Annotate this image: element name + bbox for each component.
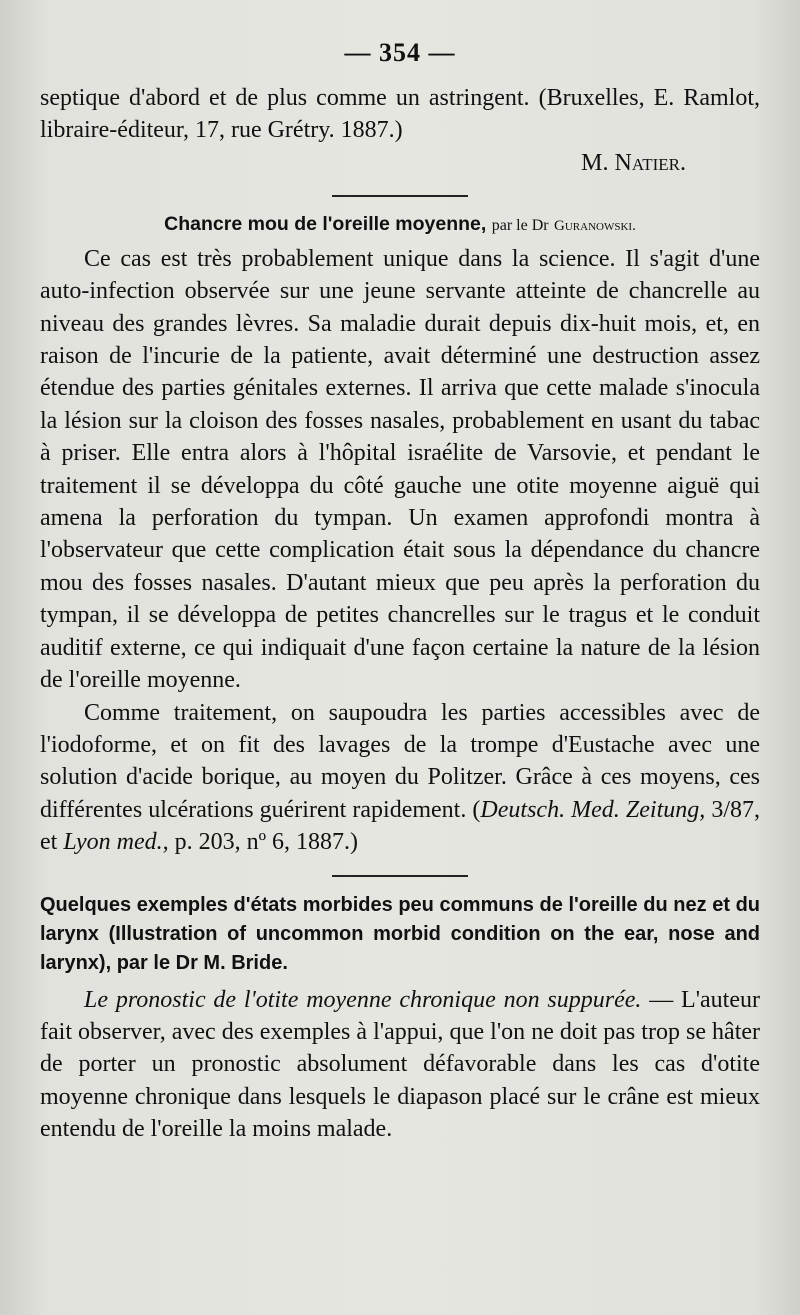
article-2-paragraph-1 xyxy=(40,984,760,1146)
article-1-paragraph-1: Ce cas est très probablement unique dans la science. Il s'agit d'une auto-infection observée sur une jeune servante atteinte de chancrelle au niveau des grandes lèvres. Sa maladie durait depuis dix-huit mois, et, en raison de l'incurie de la patiente, avait déterminé une destruction assez étendue des parties génitales externes. Il arriva que cette malade s'inocula la lésion sur la cloison des fosses nasales, probablement en usant du tabac à priser. Elle entra alors à l'hôpital israélite de Varsovie, et pendant le traitement il se développa du côté gauche une otite moyenne aiguë qui amena la perforation du tympan. Un examen approfondi montra à l'observateur que cette complication était sous la dépendance du chancre mou des fosses nasales. D'autant mieux que peu après la perforation du tympan, il se développa de petites chancrelles sur le tragus et le conduit auditif externe, ce qui indiquait d'une façon certaine la nature de la lésion de l'oreille moyenne. xyxy=(40,245,760,694)
article-1-paragraph-2 xyxy=(40,697,760,859)
citation-lyon-med: Lyon med., xyxy=(63,829,169,856)
article-1-p2-text: Comme traitement, on saupoudra les parties accessibles avec de l'iodoforme, et on fit des lavages de la trompe d'Eustache avec une solution d'acide borique, au moyen du Politzer. Grâce à ces moyens, ces différentes ulcérations guérirent rapidement. ( xyxy=(40,699,760,823)
article-title-2-text: Quelques exemples d'états morbides peu communs de l'oreille du nez et du larynx xyxy=(40,893,760,945)
article-title-1-by: par le Dr xyxy=(491,216,549,234)
article-title-1-author: Guranowski. xyxy=(554,217,636,234)
article-title-2-by: par le Dr M. xyxy=(116,951,226,974)
article-1-p2-mid: 3/87, et xyxy=(40,796,760,856)
article-title-2-author: Bride. xyxy=(231,951,288,974)
signature: M. Natier. xyxy=(581,149,686,176)
article-2-lead: Le pronostic de l'otite moyenne chronique non suppurée. xyxy=(84,986,642,1013)
article-2-p1-text: — L'auteur fait observer, avec des exemples à l'appui, que l'on ne doit pas trop se hâter de porter un pronostic absolument défavorable dans les cas d'otite moyenne chronique dans lesquels le diapason placé sur le crâne est mieux entendu de l'oreille la moins malade. xyxy=(40,986,760,1143)
article-title-2-english: (Illustration of uncommon morbid condition on the ear, nose and larynx), xyxy=(40,922,761,974)
article-title-1-text: Chancre mou de l'oreille moyenne, xyxy=(164,212,487,235)
previous-article-ending: septique d'abord et de plus comme un astringent. (Bruxelles, E. Ramlot, libraire-éditeur, 17, rue Grétry. 1887.) xyxy=(40,85,760,144)
article-1-p2-end: p. 203, nº 6, 1887.) xyxy=(168,829,359,856)
article-title-2 xyxy=(40,891,760,978)
section-divider xyxy=(332,195,468,197)
citation-deutsch-med-zeitung: Deutsch. Med. Zeitung, xyxy=(480,796,706,823)
page-number: — 354 — xyxy=(344,38,456,67)
section-divider xyxy=(332,875,468,877)
article-title-1 xyxy=(40,211,760,239)
